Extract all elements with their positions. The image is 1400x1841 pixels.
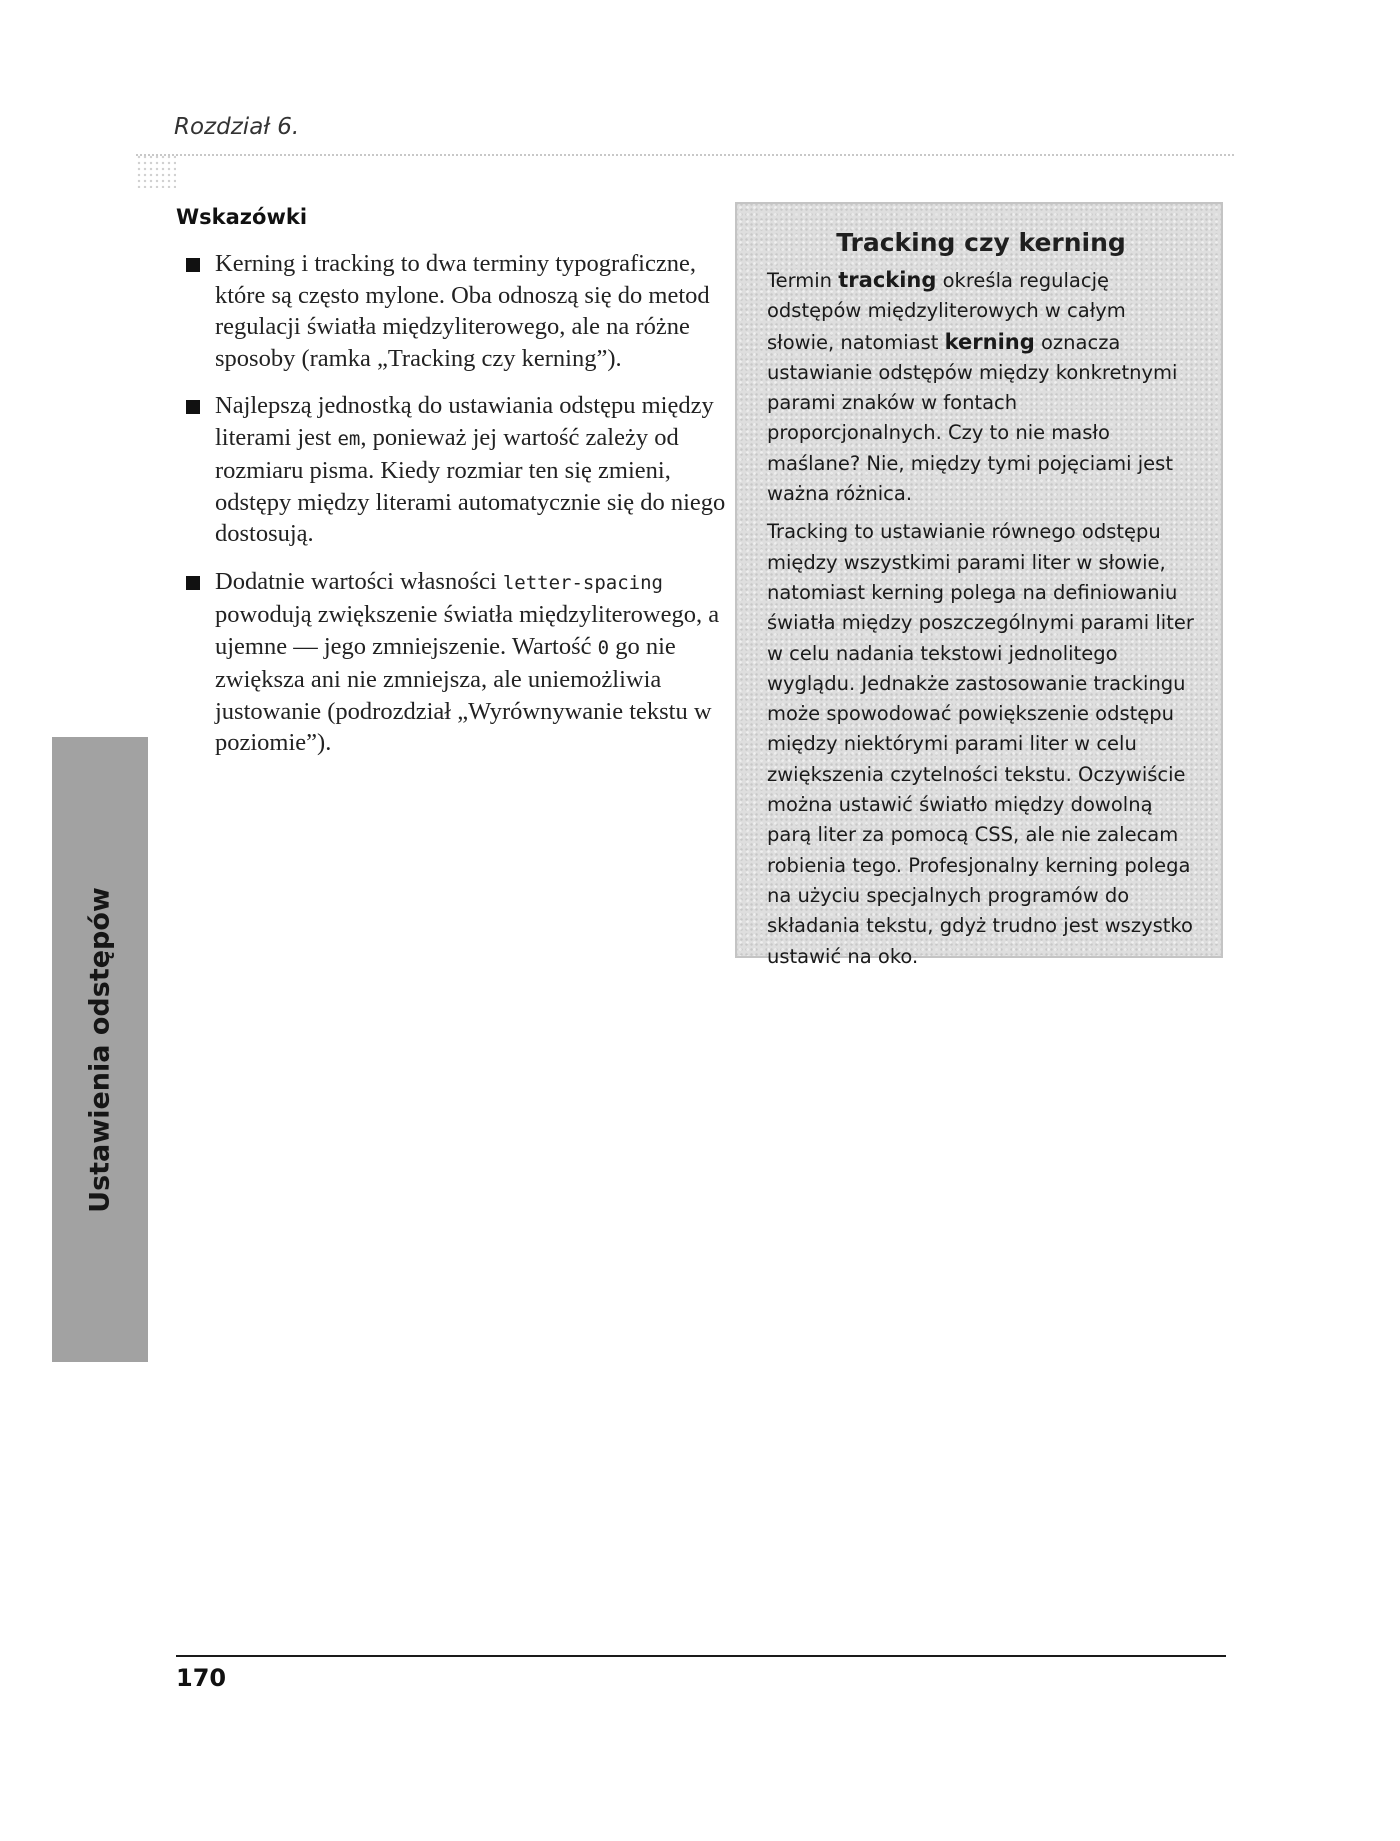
tip-item (182, 566, 727, 759)
tip-text: Kerning i tracking to dwa terminy typograficzne, które są często mylone. Oba odnoszą się do metod regulacji światła międzyliterowego, ale na różne sposoby (ramka „Tracking czy kerning”). (215, 250, 710, 372)
sidebar-text: Termin (767, 269, 839, 292)
square-bullet-icon (186, 258, 200, 272)
tip-item (182, 248, 727, 374)
tip-text: Dodatnie wartości własności (215, 567, 503, 595)
sidebar-text: określa regulację odstępów międzyliterowych w całym słowie, natomiast (767, 269, 1126, 354)
code-snippet: letter-spacing (502, 571, 663, 594)
tips-list (182, 248, 727, 775)
header-rule (136, 154, 1234, 156)
header-ornament (136, 154, 176, 188)
sidebar-term: kerning (944, 329, 1035, 354)
side-tab-label: Ustawienia odstępów (84, 887, 116, 1213)
tip-text: , ponieważ jej wartość zależy od rozmiaru pisma. Kiedy rozmiar ten się zmieni, odstępy między literami automatycznie się do niego dostosują. (215, 423, 726, 547)
sidebar-paragraph (767, 265, 1195, 509)
tips-heading: Wskazówki (176, 205, 308, 229)
code-snippet: 0 (597, 636, 610, 659)
tip-item (182, 390, 727, 550)
tip-text: powodują zwiększenie światła międzyliterowego, a ujemne — jego zmniejszenie. Wartość (215, 601, 720, 660)
sidebar-text: oznacza ustawianie odstępów między konkretnymi parami znaków w fontach proporcjonalnych. Czy to nie masło maślane? Nie, między tymi pojęciami jest ważna różnica. (767, 330, 1178, 506)
sidebar-box (735, 202, 1223, 968)
square-bullet-icon (186, 576, 200, 590)
square-bullet-icon (186, 400, 200, 414)
tip-text: Najlepszą jednostką do ustawiania odstępu między literami jest (215, 392, 714, 451)
tip-text: go nie zwiększa ani nie zmniejsza, ale uniemożliwia justowanie (podrozdział „Wyrównywanie tekstu w poziomie”). (215, 632, 712, 756)
footer-rule (176, 1655, 1226, 1657)
code-snippet: em (337, 427, 361, 450)
chapter-label: Rozdział 6. (174, 114, 300, 140)
page-number: 170 (176, 1664, 227, 1692)
sidebar-paragraph: Tracking to ustawianie równego odstępu między wszystkimi parami liter w słowie, natomiast kerning polega na definiowaniu światła między poszczególnymi parami liter w celu nadania tekstowi jednolitego wyglądu. Jednakże zastosowanie trackingu może spowodować powiększenie odstępu między niektórymi parami liter w celu zwiększenia czytelności tekstu. Oczywiście można ustawić światło między dowolną parą liter za pomocą CSS, ale nie zalecam robienia tego. Profesjonalny kerning polega na użyciu specjalnych programów do składania tekstu, gdyż trudno jest wszystko ustawić na oko. (767, 520, 1194, 968)
sidebar-title: Tracking czy kerning (836, 228, 1126, 257)
sidebar-term: tracking (838, 268, 937, 292)
